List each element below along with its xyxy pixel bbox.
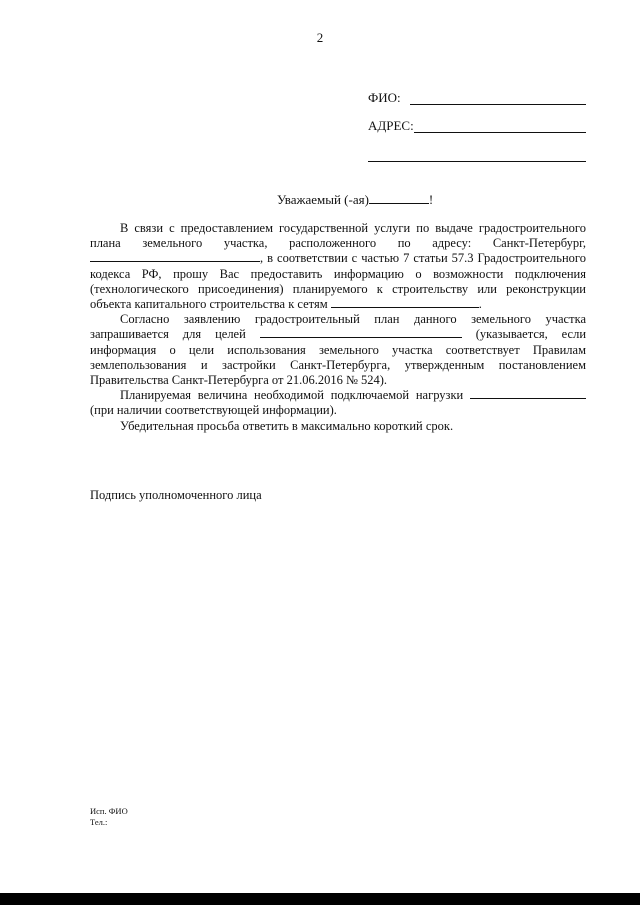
signature-label: Подпись уполномоченного лица	[90, 488, 262, 502]
address-line	[414, 132, 586, 133]
address-field	[368, 118, 586, 134]
footer-executor: Исп. ФИО	[90, 806, 128, 816]
address-line-2	[368, 161, 586, 162]
fio-label: ФИО:	[368, 90, 401, 105]
fio-line	[410, 104, 586, 105]
paragraph-2	[90, 312, 586, 388]
footer-phone: Тел.:	[90, 817, 108, 827]
paragraph-2-part-1: Согласно заявлению градостроительный план данного земельного участка запрашивается для целей	[90, 312, 586, 342]
paragraph-1-part-1: В связи с предоставлением государственной услуги по выдаче градостроительного плана земельного участка, расположенного по адресу: Санкт-Петербург,	[90, 221, 586, 251]
networks-blank	[331, 297, 479, 308]
letter-body	[90, 221, 586, 434]
purpose-blank	[260, 327, 462, 338]
paragraph-4: Убедительная просьба ответить в максимально короткий срок.	[120, 418, 454, 433]
paragraph-3	[90, 388, 586, 418]
greeting-name-blank	[369, 193, 429, 204]
paragraph-3-part-2: (при наличии соответствующей информации).	[90, 403, 337, 418]
address-blank	[90, 251, 260, 262]
paragraph-1-part-3: .	[478, 297, 482, 312]
page-number: 2	[316, 30, 324, 45]
scan-edge-bar	[0, 893, 640, 905]
paragraph-1	[90, 221, 586, 312]
greeting	[277, 192, 433, 208]
greeting-prefix: Уважаемый (-ая)	[277, 192, 369, 207]
paragraph-2-part-2: (указывается, если информация о цели использования земельного участка соответствует Правилам землепользования и застройки Санкт-Петербурга, утвержденным постановлением Правительства Санкт-Петербурга от 21.06.2016 № 524).	[90, 327, 587, 388]
load-blank	[470, 388, 586, 399]
fio-field	[368, 90, 586, 106]
paragraph-3-part-1: Планируемая величина необходимой подключаемой нагрузки	[120, 388, 464, 403]
greeting-suffix: !	[428, 192, 434, 207]
paragraph-1-part-2: , в соответствии с частью 7 статьи 57.3 Градостроительного кодекса РФ, прошу Вас предоставить информацию о возможности подключения (технологического присоединения) планируемого к строительству или реконструкции объекта капитального строительства к сетям	[90, 251, 586, 312]
address-label: АДРЕС:	[368, 118, 414, 133]
